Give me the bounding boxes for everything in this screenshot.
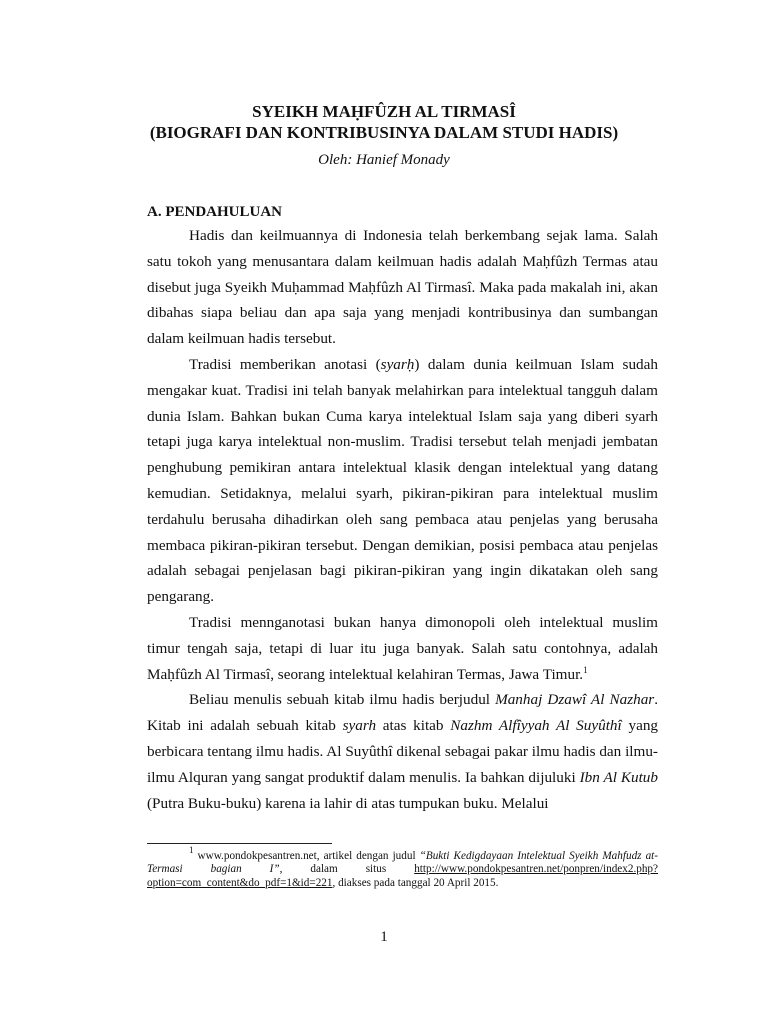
body-text xyxy=(147,223,658,816)
p4-syarh-term: syarh xyxy=(342,717,377,735)
paragraph-4 xyxy=(147,687,658,816)
section-heading: A. PENDAHULUAN xyxy=(147,204,282,220)
paragraph-2 xyxy=(147,352,658,610)
page-number: 1 xyxy=(380,929,388,945)
footnote-text-a: www.pondokpesantren.net, artikel dengan judul xyxy=(193,850,420,862)
footnote-ref[interactable]: 1 xyxy=(583,664,588,675)
footnote-body xyxy=(147,845,658,890)
p4-text-b: . Kitab ini adalah sebuah kitab xyxy=(147,691,658,735)
footnote xyxy=(147,845,658,890)
footnote-number: 1 xyxy=(189,845,194,855)
p2-text-a: Tradisi memberikan anotasi ( xyxy=(189,355,381,373)
title-line-2: (BIOGRAFI DAN KONTRIBUSINYA DALAM STUDI HADIS) xyxy=(149,123,619,142)
paragraph-3 xyxy=(147,610,658,687)
p4-text-d: yang berbicara tentang ilmu hadis. Al Suyûthî dikenal sebagai pakar ilmu hadis dan ilmu-ilmu Alquran yang sangat produktif dalam menulis. Ia bahkan dijuluki xyxy=(147,717,659,786)
footnote-text-c: , diakses pada tanggal 20 April 2015. xyxy=(332,876,499,889)
p4-book-title-2: Nazhm Alfîyyah Al Suyûthî xyxy=(450,717,622,735)
p4-text-a: Beliau menulis sebuah kitab ilmu hadis berjudul xyxy=(189,691,496,709)
title-line-1: SYEIKH MAḤFÛZH AL TIRMASÎ xyxy=(252,102,516,121)
paragraph-1: Hadis dan keilmuannya di Indonesia telah berkembang sejak lama. Salah satu tokoh yang menusantara dalam keilmuan hadis adalah Maḥfûzh Termas atau disebut juga Syeikh Muḥammad Maḥfûzh Al Tirmasî. Maka pada makalah ini, akan dibahas siapa beliau dan apa saja yang menjadi kontribusinya dan sumbangan dalam keilmuan hadis tersebut. xyxy=(147,227,658,348)
author-line: Oleh: Hanief Monady xyxy=(318,152,450,168)
p4-nickname: Ibn Al Kutub xyxy=(579,768,658,786)
p4-book-title-1: Manhaj Dzawî Al Nazhar xyxy=(495,691,655,709)
footnote-text-b: , dalam situs xyxy=(279,863,415,876)
p2-text-b: ) dalam dunia keilmuan Islam sudah mengakar kuat. Tradisi ini telah banyak melahirkan para intelektual tangguh dalam dunia Islam. Bahkan bukan Cuma karya intelektual Islam saja yang diberi syarh tetapi juga karya intelektual non-muslim. Tradisi tersebut telah menjadi jembatan penghubung pemikiran antara intelektual klasik dengan intelektual yang datang kemudian. Setidaknya, melalui syarh, pikiran-pikiran para intelektual muslim terdahulu berusaha dihadirkan oleh sang pembaca atau penjelas yang berusaha membaca pikiran-pikiran tersebut. Dengan demikian, posisi pembaca atau penjelas adalah sebagai penjelasan bagi pikiran-pikiran yang ingin dikatakan oleh sang pengarang. xyxy=(147,355,658,606)
footnote-link[interactable]: http://www.pondokpesantren.net/ponpren/index2.php?option=com_content&do_pdf=1&id=221 xyxy=(147,863,658,889)
p4-text-c: atas kitab xyxy=(376,717,451,735)
p2-syarh-term: syarḥ xyxy=(380,355,415,373)
footnote-divider xyxy=(147,843,332,844)
p3-text: Tradisi mennganotasi bukan hanya dimonopoli oleh intelektual muslim timur tengah saja, tetapi di luar itu juga banyak. Salah satu contohnya, adalah Maḥfûzh Al Tirmasî, seorang intelektual kelahiran Termas, Jawa Timur. xyxy=(147,613,658,683)
footnote-article-title: “Bukti Kedigdayaan Intelektual Syeikh Mahfudz at-Termasi bagian I” xyxy=(147,850,658,876)
p4-text-e: (Putra Buku-buku) karena ia lahir di atas tumpukan buku. Melalui xyxy=(147,794,549,812)
